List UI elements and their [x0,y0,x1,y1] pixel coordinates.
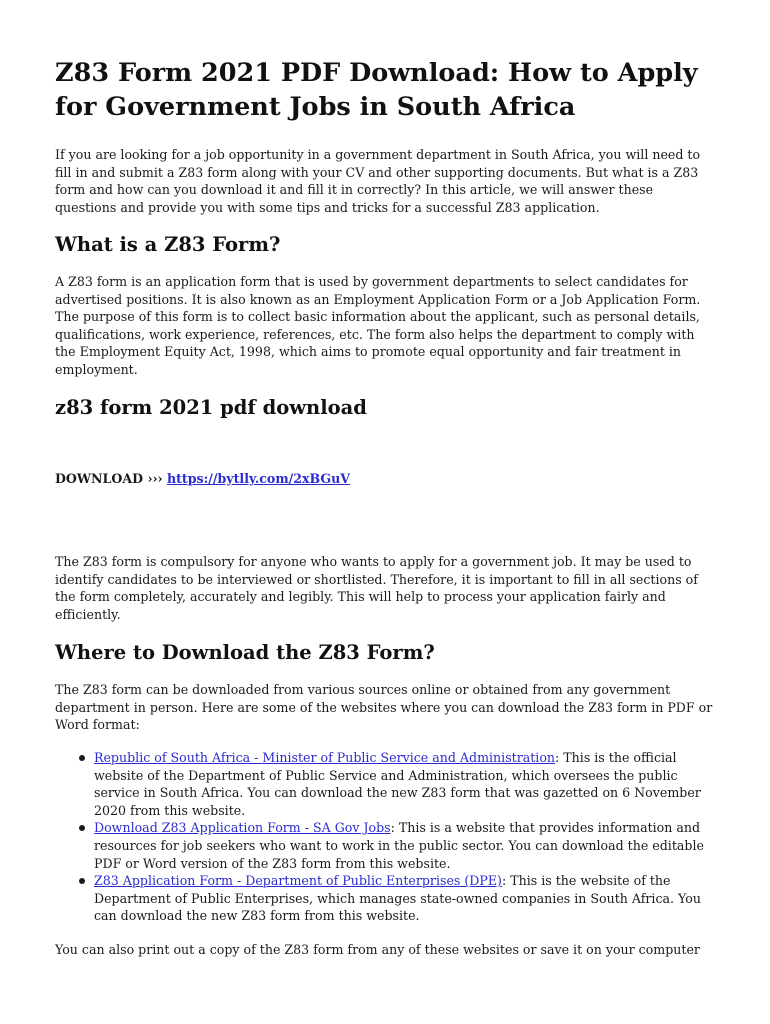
list-item [94,872,715,925]
source-link-dpe[interactable]: Z83 Application Form - Department of Public Enterprises (DPE) [94,873,502,889]
compulsory-paragraph: The Z83 form is compulsory for anyone who wants to apply for a government job. It may be used to identify candidates to be interviewed or shortlisted. Therefore, it is important to fill in all sections of the form completely, accurately and legibly. This will help to process your application fairly and efficiently. [55,554,698,622]
source-link-dpsa[interactable]: Republic of South Africa - Minister of Public Service and Administration [94,750,556,765]
where-paragraph: The Z83 form can be downloaded from various sources online or obtained from any government department in person. Here are some of the websites where you can download the Z83 form in PDF or Word format: [55,682,713,733]
list-item [94,819,715,872]
intro-paragraph: If you are looking for a job opportunity in a government department in South Africa, you will need to fill in and submit a Z83 form along with your CV and other supporting documents. But what is a Z83 form and how can you download it and fill it in correctly? In this article, we will answer these questions and provide you with some tips and tricks for a successful Z83 application. [55,147,701,215]
bullet-icon [79,878,85,884]
heading-z83-download: z83 form 2021 pdf download [55,396,367,419]
bullet-icon [79,825,85,831]
heading-where-to-download: Where to Download the Z83 Form? [55,641,435,664]
source-description: : This is a website that provides information and resources for job seekers who want to work in the public sector. You can download the editable PDF or Word version of the Z83 form from this website. [94,820,704,871]
source-link-sa-gov-jobs[interactable]: Download Z83 Application Form - SA Gov Jobs [94,820,391,836]
closing-paragraph: You can also print out a copy of the Z83 form from any of these websites or save it on your computer [55,942,700,957]
download-sources-list [55,749,715,925]
list-item [94,749,715,819]
bullet-icon [79,755,85,761]
source-description: : This is the website of the Department of Public Enterprises, which manages state-owned companies in South Africa. You can download the new Z83 form from this website. [94,873,701,924]
what-is-paragraph: A Z83 form is an application form that is used by government departments to select candidates for advertised positions. It is also known as an Employment Application Form or a Job Application Form. The purpose of this form is to collect basic information about the applicant, such as personal details, qualifications, work experience, references, etc. The form also helps the department to comply with the Employment Equity Act, 1998, which aims to promote equal opportunity and fair treatment in employment. [55,274,701,377]
source-description: : This is the official website of the Department of Public Service and Administration, which oversees the public service in South Africa. You can download the new Z83 form that was gazetted on 6 November 2020 from this website. [94,750,701,818]
page-title: Z83 Form 2021 PDF Download: How to Apply for Government Jobs in South Africa [55,58,698,122]
download-line [55,470,350,488]
heading-what-is-z83: What is a Z83 Form? [55,233,281,256]
download-label: DOWNLOAD ››› [55,471,167,486]
download-link[interactable]: https://bytlly.com/2xBGuV [166,471,351,486]
